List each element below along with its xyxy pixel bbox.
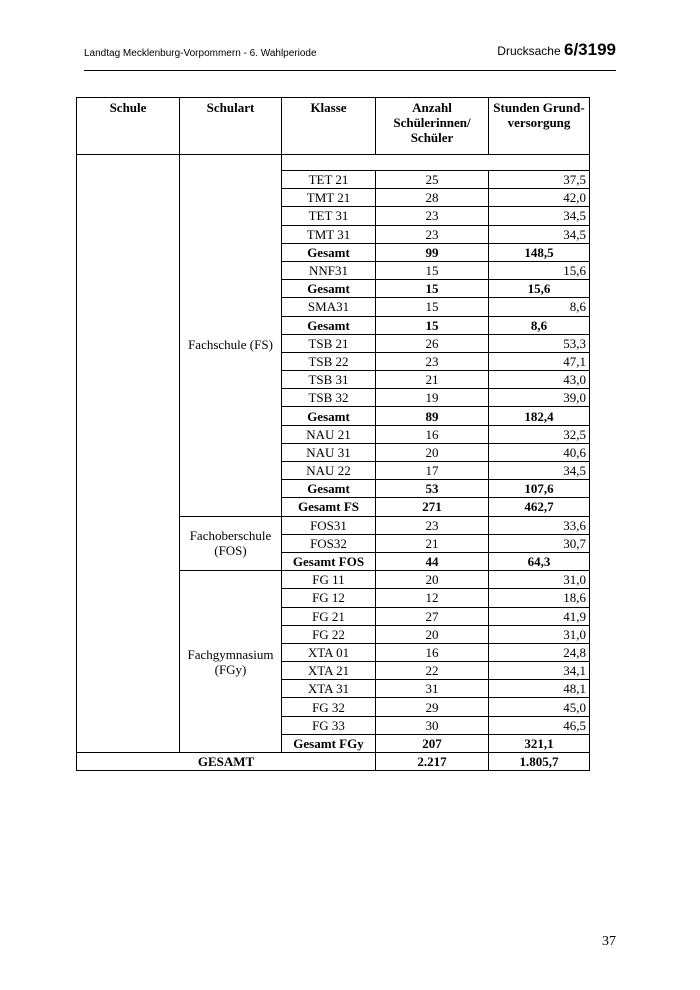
klasse-cell: FG 12 xyxy=(282,589,376,607)
total-label: GESAMT xyxy=(77,753,376,771)
anzahl-cell: 17 xyxy=(376,462,489,480)
klasse-cell: Gesamt FGy xyxy=(282,734,376,752)
spacer-cell xyxy=(180,155,282,171)
stunden-cell: 8,6 xyxy=(489,298,590,316)
klasse-cell: FG 33 xyxy=(282,716,376,734)
anzahl-cell: 19 xyxy=(376,389,489,407)
anzahl-cell: 23 xyxy=(376,207,489,225)
table-body xyxy=(77,155,590,753)
anzahl-cell: 25 xyxy=(376,171,489,189)
table-header-row xyxy=(77,98,590,155)
schulart-cell: Fachoberschule (FOS) xyxy=(180,516,282,571)
schulart-cell: Fachgymnasium (FGy) xyxy=(180,571,282,753)
anzahl-cell: 53 xyxy=(376,480,489,498)
klasse-cell: Gesamt FS xyxy=(282,498,376,516)
klasse-cell: NAU 22 xyxy=(282,462,376,480)
stunden-cell: 37,5 xyxy=(489,171,590,189)
anzahl-cell: 15 xyxy=(376,261,489,279)
klasse-cell: Gesamt xyxy=(282,280,376,298)
anzahl-cell: 12 xyxy=(376,589,489,607)
stunden-cell: 39,0 xyxy=(489,389,590,407)
anzahl-cell: 29 xyxy=(376,698,489,716)
document-reference xyxy=(497,40,616,60)
schulart-cell: Fachschule (FS) xyxy=(180,171,282,517)
spacer-row xyxy=(77,155,590,171)
column-header-klasse: Klasse xyxy=(282,98,376,155)
anzahl-cell: 271 xyxy=(376,498,489,516)
klasse-cell: FOS31 xyxy=(282,516,376,534)
klasse-cell: TMT 31 xyxy=(282,225,376,243)
klasse-cell: FOS32 xyxy=(282,534,376,552)
stunden-cell: 31,0 xyxy=(489,571,590,589)
stunden-cell: 148,5 xyxy=(489,243,590,261)
anzahl-cell: 22 xyxy=(376,662,489,680)
total-anzahl: 2.217 xyxy=(376,753,489,771)
stunden-cell: 182,4 xyxy=(489,407,590,425)
stunden-cell: 32,5 xyxy=(489,425,590,443)
klasse-cell: TSB 32 xyxy=(282,389,376,407)
anzahl-cell: 99 xyxy=(376,243,489,261)
anzahl-cell: 20 xyxy=(376,571,489,589)
anzahl-cell: 21 xyxy=(376,371,489,389)
stunden-cell: 15,6 xyxy=(489,261,590,279)
anzahl-cell: 44 xyxy=(376,552,489,570)
stunden-cell: 46,5 xyxy=(489,716,590,734)
data-table xyxy=(76,97,590,771)
anzahl-cell: 23 xyxy=(376,225,489,243)
stunden-cell: 40,6 xyxy=(489,443,590,461)
stunden-cell: 53,3 xyxy=(489,334,590,352)
klasse-cell: TSB 22 xyxy=(282,352,376,370)
klasse-cell: TMT 21 xyxy=(282,189,376,207)
klasse-cell: XTA 31 xyxy=(282,680,376,698)
klasse-cell: NNF31 xyxy=(282,261,376,279)
klasse-cell: Gesamt xyxy=(282,480,376,498)
stunden-cell: 43,0 xyxy=(489,371,590,389)
document-label: Drucksache xyxy=(497,44,561,58)
stunden-cell: 64,3 xyxy=(489,552,590,570)
stunden-cell: 33,6 xyxy=(489,516,590,534)
stunden-cell: 34,1 xyxy=(489,662,590,680)
klasse-cell: FG 11 xyxy=(282,571,376,589)
spacer-cell xyxy=(282,155,590,171)
anzahl-cell: 23 xyxy=(376,516,489,534)
stunden-cell: 462,7 xyxy=(489,498,590,516)
stunden-cell: 107,6 xyxy=(489,480,590,498)
anzahl-cell: 30 xyxy=(376,716,489,734)
column-header-stunden: Stunden Grund-versorgung xyxy=(489,98,590,155)
klasse-cell: SMA31 xyxy=(282,298,376,316)
klasse-cell: TET 31 xyxy=(282,207,376,225)
anzahl-cell: 15 xyxy=(376,316,489,334)
klasse-cell: Gesamt xyxy=(282,316,376,334)
stunden-cell: 41,9 xyxy=(489,607,590,625)
anzahl-cell: 15 xyxy=(376,280,489,298)
anzahl-cell: 21 xyxy=(376,534,489,552)
total-row xyxy=(77,753,590,771)
klasse-cell: NAU 21 xyxy=(282,425,376,443)
klasse-cell: TSB 31 xyxy=(282,371,376,389)
stunden-cell: 15,6 xyxy=(489,280,590,298)
anzahl-cell: 20 xyxy=(376,443,489,461)
anzahl-cell: 15 xyxy=(376,298,489,316)
stunden-cell: 34,5 xyxy=(489,207,590,225)
total-stunden: 1.805,7 xyxy=(489,753,590,771)
stunden-cell: 47,1 xyxy=(489,352,590,370)
document-number: 6/3199 xyxy=(564,40,616,59)
klasse-cell: TET 21 xyxy=(282,171,376,189)
stunden-cell: 31,0 xyxy=(489,625,590,643)
column-header-anzahl: Anzahl Schülerinnen/ Schüler xyxy=(376,98,489,155)
stunden-cell: 8,6 xyxy=(489,316,590,334)
anzahl-cell: 89 xyxy=(376,407,489,425)
parliament-title: Landtag Mecklenburg-Vorpommern - 6. Wahlperiode xyxy=(84,48,317,59)
klasse-cell: FG 21 xyxy=(282,607,376,625)
anzahl-cell: 26 xyxy=(376,334,489,352)
stunden-cell: 42,0 xyxy=(489,189,590,207)
stunden-cell: 34,5 xyxy=(489,462,590,480)
klasse-cell: NAU 31 xyxy=(282,443,376,461)
page-header xyxy=(84,40,616,71)
stunden-cell: 45,0 xyxy=(489,698,590,716)
stunden-cell: 48,1 xyxy=(489,680,590,698)
anzahl-cell: 27 xyxy=(376,607,489,625)
anzahl-cell: 23 xyxy=(376,352,489,370)
stunden-cell: 24,8 xyxy=(489,643,590,661)
stunden-cell: 321,1 xyxy=(489,734,590,752)
klasse-cell: Gesamt xyxy=(282,407,376,425)
klasse-cell: FG 22 xyxy=(282,625,376,643)
page-number: 37 xyxy=(602,934,616,949)
schule-cell xyxy=(77,155,180,753)
anzahl-cell: 207 xyxy=(376,734,489,752)
klasse-cell: TSB 21 xyxy=(282,334,376,352)
column-header-schule: Schule xyxy=(77,98,180,155)
column-header-schulart: Schulart xyxy=(180,98,282,155)
anzahl-cell: 31 xyxy=(376,680,489,698)
stunden-cell: 30,7 xyxy=(489,534,590,552)
klasse-cell: XTA 21 xyxy=(282,662,376,680)
klasse-cell: FG 32 xyxy=(282,698,376,716)
anzahl-cell: 16 xyxy=(376,643,489,661)
klasse-cell: Gesamt xyxy=(282,243,376,261)
stunden-cell: 18,6 xyxy=(489,589,590,607)
anzahl-cell: 20 xyxy=(376,625,489,643)
anzahl-cell: 16 xyxy=(376,425,489,443)
anzahl-cell: 28 xyxy=(376,189,489,207)
klasse-cell: XTA 01 xyxy=(282,643,376,661)
klasse-cell: Gesamt FOS xyxy=(282,552,376,570)
stunden-cell: 34,5 xyxy=(489,225,590,243)
